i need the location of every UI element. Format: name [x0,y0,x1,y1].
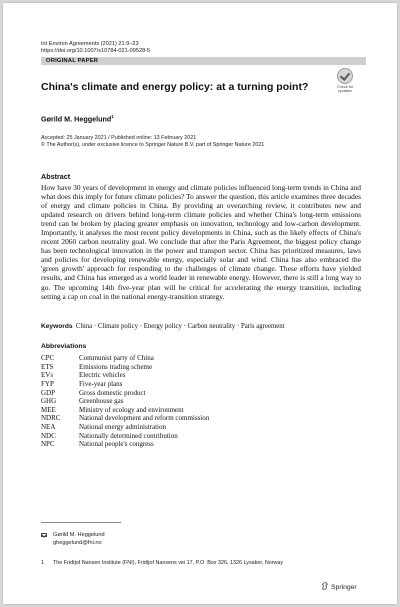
contact-name: Gørild M. Heggelund [53,532,105,538]
copyright-line: © The Author(s), under exclusive licence to Springer Nature B.V. part of Springer Nature 2021 [41,142,265,149]
article-type-banner: ORIGINAL PAPER [41,57,366,65]
keywords-text: China · Climate policy · Energy policy · Carbon neutrality · Paris agreement [75,323,285,330]
abbreviation-code: GHG [41,397,57,406]
abbreviation-row [41,389,341,398]
abbreviation-code: FYP [41,379,54,388]
abbreviation-row [41,406,341,415]
abbreviation-code: CPC [41,354,55,362]
publication-dates [41,135,264,149]
abbreviation-code: MEE [41,405,56,414]
abbreviation-definition: Five-year plans [79,379,123,388]
abbreviation-code: NPC [41,440,55,449]
footnote-divider [41,522,121,523]
abbreviation-row [41,354,341,363]
abbreviation-code: GDP [41,388,56,397]
abbreviation-definition: Emissions trading scheme [79,362,153,371]
abbreviation-row [41,371,341,380]
dates-line: Accepted: 25 January 2021 / Published online: 13 February 2021 [41,135,197,141]
abbreviation-definition: Greenhouse gas [79,397,124,406]
publisher-logo [321,582,357,591]
abbreviation-row [41,423,341,432]
keywords-label: Keywords [41,323,73,330]
author-name[interactable]: Gørild M. Heggelund [41,114,112,124]
affiliation-footnote [41,560,283,566]
contact-email[interactable]: gheggelund@fni.no [53,539,102,546]
paper-title: China's climate and energy policy: at a turning point? [41,81,309,93]
check-for-updates-badge[interactable] [332,68,358,96]
abbreviations-heading: Abbreviations [41,343,87,350]
abbreviation-code: NEA [41,423,56,432]
abbreviation-code: NDC [41,431,56,440]
abbreviation-definition: Gross domestic product [79,388,146,397]
abbreviation-code: NDRC [41,414,61,423]
abbreviation-row [41,432,341,441]
affiliation-text: The Fridtjof Nansen Institute (FNI), Fridtjof Nansens vei 17, P.O. Box 326, 1326 Lysaker, Norway [53,560,284,566]
abbreviation-code: ETS [41,362,54,371]
abstract-body: How have 30 years of development in energy and climate policies influenced long-term trends in China and what does this imply for future climate policies? To answer the question, this article examines three decades of energy and climate policies in China. By providing an overarching review, it contributes new and updated research on drivers behind long-term climate policies and whether China's long-term emissions trend can be broken by placing greater emphasis on innovation, technology and low-carbon development. Importantly, it analyses the most recent policy developments in China, such as the likely effects of China's recent 2060 carbon neutrality goal. We conclude that after the Paris Agreement, the biggest policy change has been technological innovation in the power and transport sector. China has prioritized measures, laws and policies for developing renewable energy, especially solar and wind. China has also embraced the 'green growth' approach for responding to the challenges of climate change. These efforts have yielded results, and China has emerged as a world leader in renewable energy. However, there is still a long way to go. The upcoming 14th five-year plan will be critical for accelerating the energy transition, including setting a cap on coal in the national energy-transition strategy. [41,183,361,301]
paper-page [3,3,397,604]
abstract-heading: Abstract [41,172,71,181]
abbreviation-code: EVs [41,371,54,380]
abbreviation-row [41,380,341,389]
journal-header [41,41,150,55]
abbreviation-definition: Electric vehicles [79,371,126,380]
publisher-name: Springer [331,584,357,591]
abbreviation-row [41,414,341,423]
journal-citation: Int Environ Agreements (2021) 21:9–23 [41,41,139,47]
abbreviation-row [41,440,341,449]
abbreviation-definition: National energy administration [79,423,166,432]
check-updates-line2: updates [338,89,352,94]
abbreviation-definition: Nationally determined contribution [79,431,178,440]
doi-link[interactable]: https://doi.org/10.1007/s10784-021-09528-5 [41,48,151,54]
corresponding-author [41,532,105,547]
check-updates-line1: Check for [336,85,354,89]
abbreviation-row [41,397,341,406]
envelope-icon [41,533,47,537]
springer-horse-icon [321,582,329,590]
abbreviation-row [41,363,341,372]
abbreviation-definition: Communist party of China [79,354,154,362]
abbreviation-definition: National people's congress [79,440,154,449]
keywords-line [41,323,285,330]
abbreviation-definition: Ministry of ecology and environment [79,405,184,414]
author-line [41,114,114,123]
abbreviation-definition: National development and reform commission [79,414,210,423]
abbreviations-list [41,354,341,449]
affiliation-footnote-mark: 1 [41,560,44,566]
checkmark-icon [337,68,353,84]
author-affiliation-mark: 1 [111,114,114,119]
